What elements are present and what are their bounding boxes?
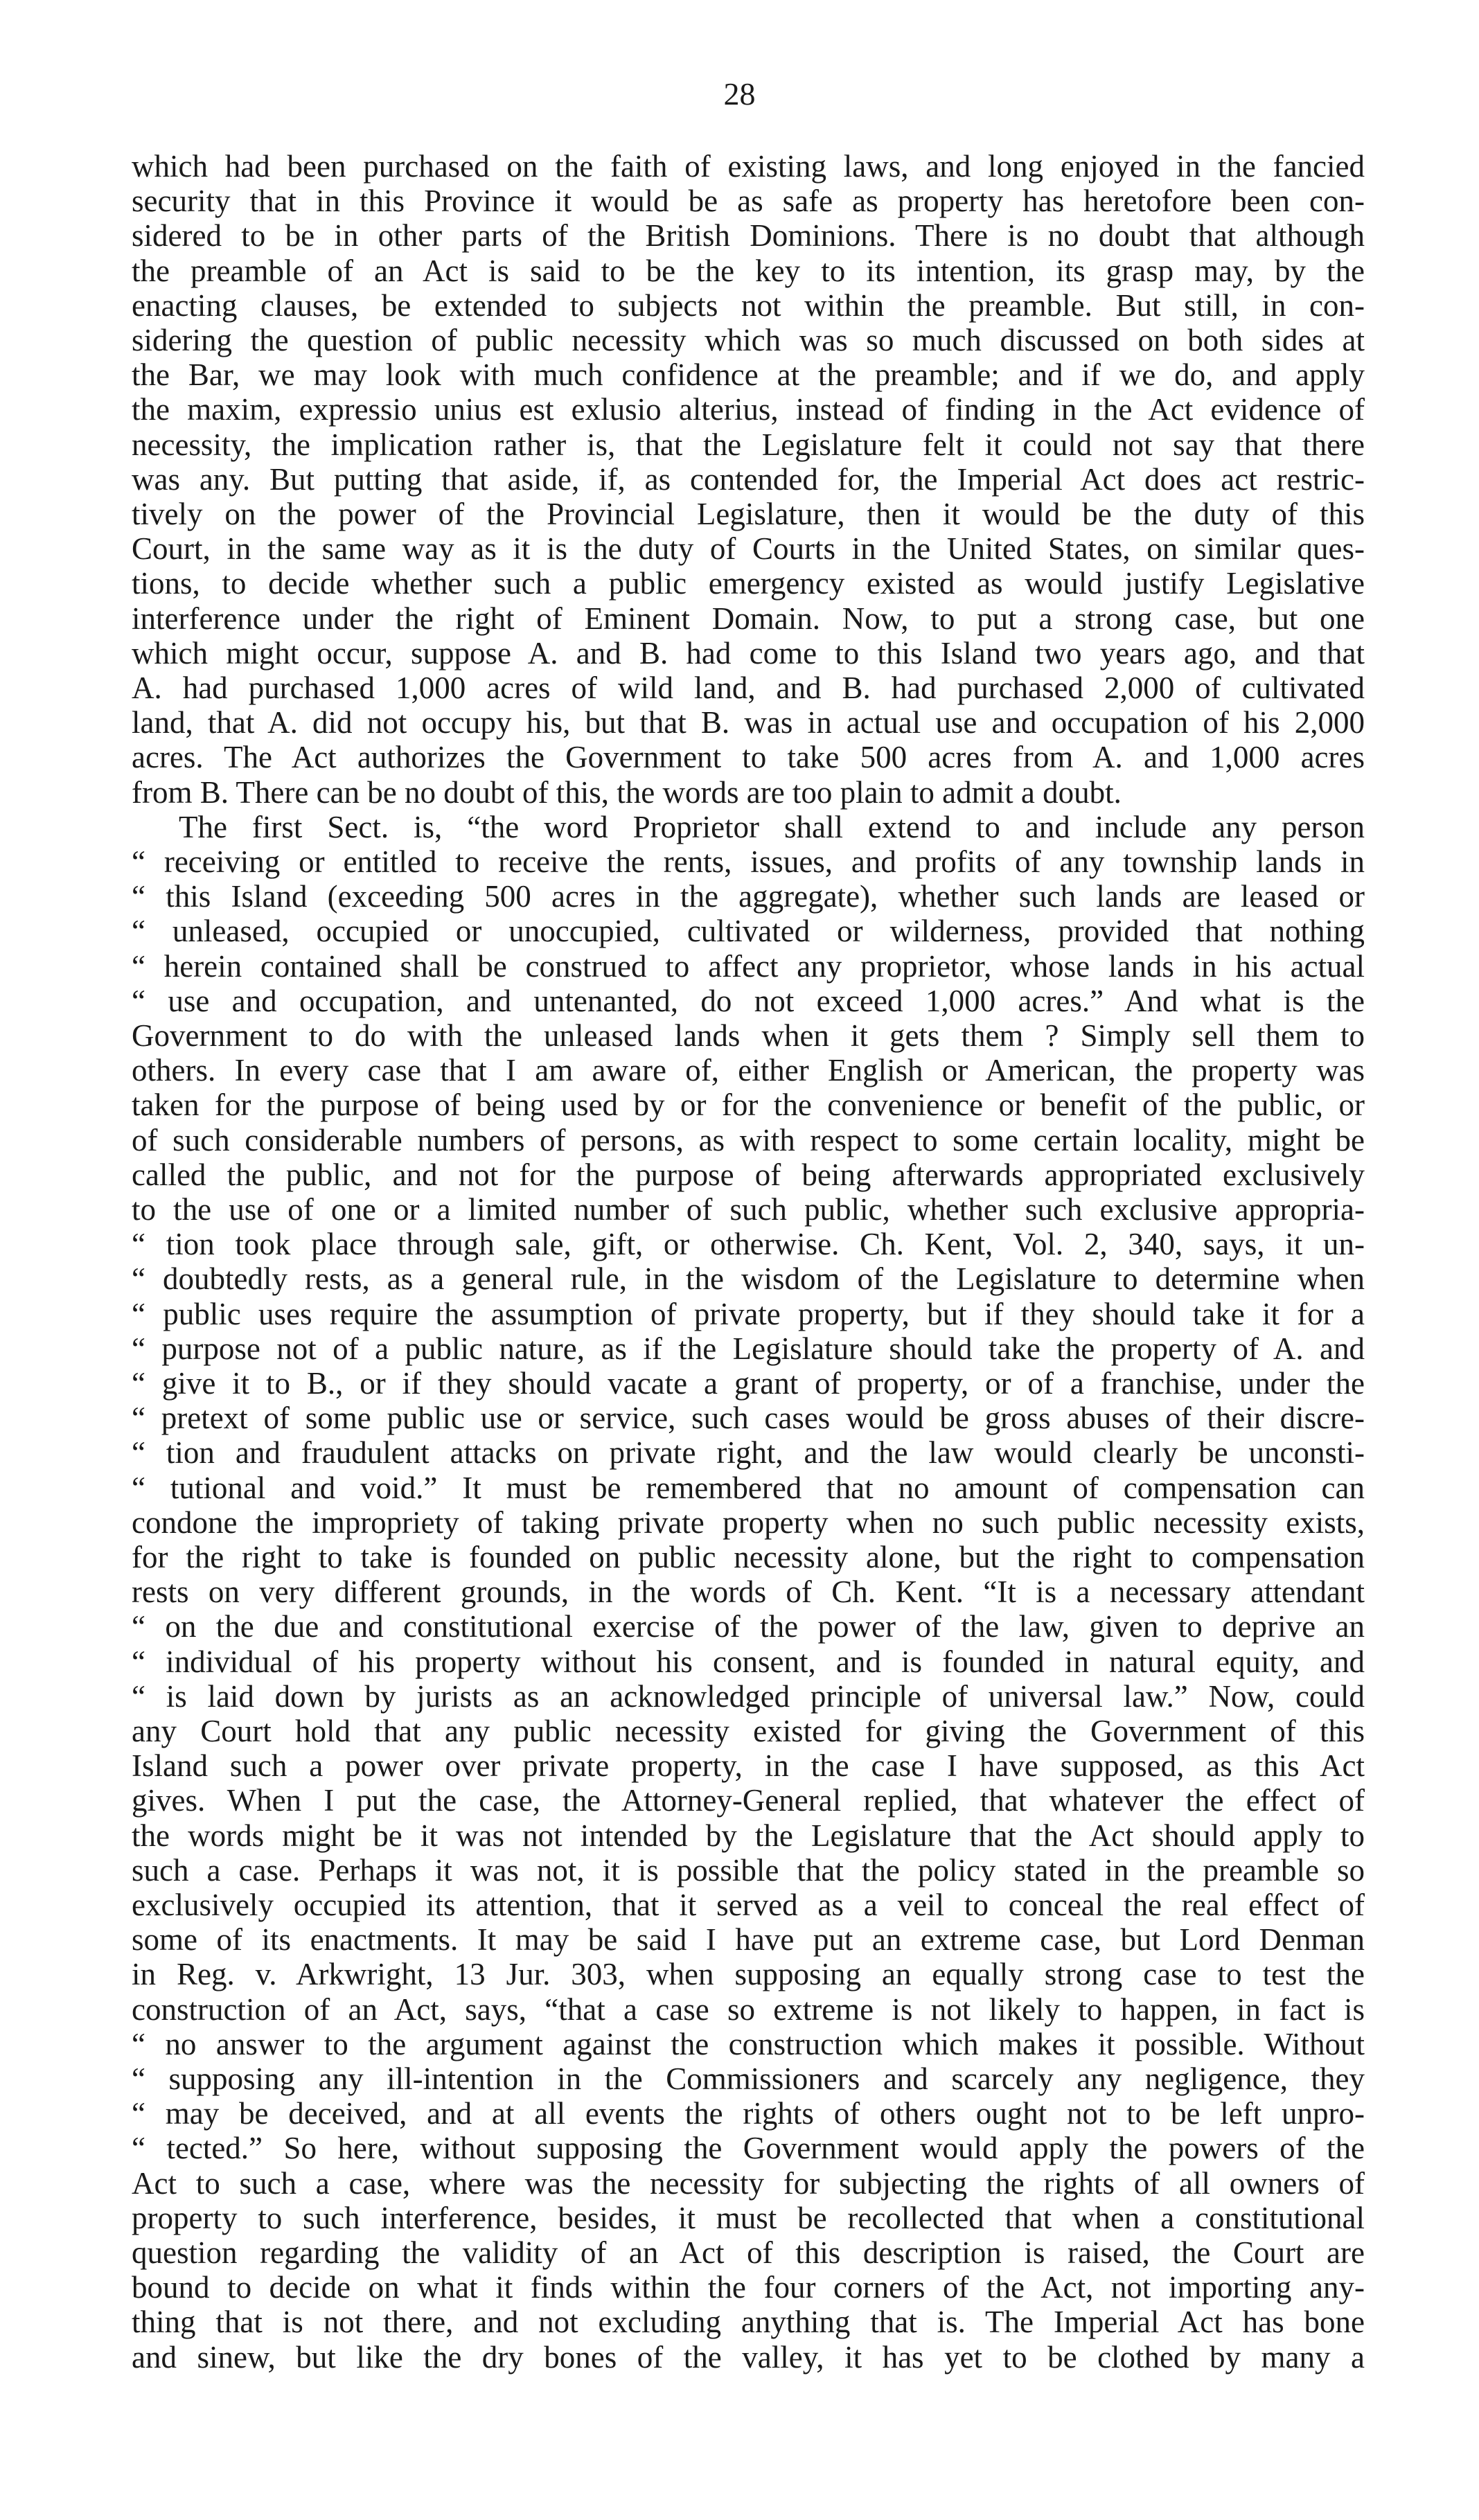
text-line: “ use and occupation, and untenanted, do not exceed 1,000 acres.” And what is the (132, 983, 1365, 1018)
text-line: tively on the power of the Provincial Legislature, then it would be the duty of this (132, 497, 1365, 531)
text-line: others. In every case that I am aware of, either English or American, the property was (132, 1053, 1365, 1088)
text-line: which had been purchased on the faith of existing laws, and long enjoyed in the fancied (132, 149, 1365, 184)
text-line: some of its enactments. It may be said I have put an extreme case, but Lord Denman (132, 1922, 1365, 1958)
text-line: exclusively occupied its attention, that it served as a veil to conceal the real effect of (132, 1888, 1365, 1922)
page-number: 28 (723, 76, 756, 112)
text-line: to the use of one or a limited number of such public, whether such exclusive appropria- (132, 1192, 1365, 1227)
text-line: condone the impropriety of taking private property when no such public necessity exists, (132, 1505, 1365, 1540)
text-line: sidering the question of public necessity which was so much discussed on both sides at (132, 323, 1365, 357)
text-line: security that in this Province it would be as safe as property has heretofore been con- (132, 184, 1365, 219)
text-line: tions, to decide whether such a public emergency existed as would justify Legislative (132, 566, 1365, 601)
text-line: land, that A. did not occupy his, but that B. was in actual use and occupation of his 2,000 (132, 705, 1365, 740)
text-line: construction of an Act, says, “that a case so extreme is not likely to happen, in fact is (132, 1991, 1365, 2027)
text-line: Act to such a case, where was the necessity for subjecting the rights of all owners of (132, 2165, 1365, 2201)
text-line: “ is laid down by jurists as an acknowledged principle of universal law.” Now, could (132, 1678, 1365, 1714)
text-line: thing that is not there, and not excluding anything that is. The Imperial Act has bone (132, 2305, 1365, 2340)
text-line: such a case. Perhaps it was not, it is possible that the policy stated in the preamble so (132, 1852, 1365, 1888)
text-line: Court, in the same way as it is the duty of Courts in the United States, on similar ques- (132, 531, 1365, 567)
text-line: question regarding the validity of an Act of this description is raised, the Court are (132, 2235, 1365, 2270)
text-line: called the public, and not for the purpose of being afterwards appropriated exclusively (132, 1157, 1365, 1192)
text-line: “ tion took place through sale, gift, or otherwise. Ch. Kent, Vol. 2, 340, says, it un- (132, 1227, 1365, 1262)
text-line: “ give it to B., or if they should vacate a grant of property, or of a franchise, under the (132, 1366, 1365, 1401)
text-line: “ tion and fraudulent attacks on private right, and the law would clearly be unconsti- (132, 1435, 1365, 1471)
text-line: in Reg. v. Arkwright, 13 Jur. 303, when supposing an equally strong case to test the (132, 1957, 1365, 1992)
text-line: property to such interference, besides, it must be recollected that when a constitutional (132, 2200, 1365, 2235)
text-line: the preamble of an Act is said to be the key to its intention, its grasp may, by the (132, 253, 1365, 288)
text-line: enacting clauses, be extended to subjects not within the preamble. But still, in con- (132, 287, 1365, 323)
text-line: “ supposing any ill-intention in the Commissioners and scarcely any negligence, they (132, 2061, 1365, 2096)
text-line: “ receiving or entitled to receive the rents, issues, and profits of any township lands in (132, 844, 1365, 879)
text-line: Government to do with the unleased lands when it gets them ? Simply sell them to (132, 1018, 1365, 1053)
text-line: which might occur, suppose A. and B. had come to this Island two years ago, and that (132, 635, 1365, 671)
text-line: “ tected.” So here, without supposing the Government would apply the powers of the (132, 2131, 1365, 2166)
text-line: the words might be it was not intended by the Legislature that the Act should apply to (132, 1818, 1365, 1853)
text-line: “ on the due and constitutional exercise of the power of the law, given to deprive an (132, 1609, 1365, 1644)
text-line: “ herein contained shall be construed to affect any proprietor, whose lands in his actual (132, 948, 1365, 984)
text-line: the Bar, we may look with much confidence at the preamble; and if we do, and apply (132, 357, 1365, 393)
text-line: “ no answer to the argument against the construction which makes it possible. Without (132, 2026, 1365, 2061)
text-line: acres. The Act authorizes the Government to take 500 acres from A. and 1,000 acres (132, 740, 1365, 775)
text-line: taken for the purpose of being used by or for the convenience or benefit of the public, or (132, 1088, 1365, 1123)
text-line: for the right to take is founded on public necessity alone, but the right to compensation (132, 1540, 1365, 1574)
text-line: “ this Island (exceeding 500 acres in the aggregate), whether such lands are leased or (132, 879, 1365, 914)
text-line: “ may be deceived, and at all events the rights of others ought not to be left unpro- (132, 2096, 1365, 2131)
text-line: “ doubtedly rests, as a general rule, in the wisdom of the Legislature to determine when (132, 1261, 1365, 1297)
text-line: any Court hold that any public necessity existed for giving the Government of this (132, 1714, 1365, 1748)
text-line: A. had purchased 1,000 acres of wild land, and B. had purchased 2,000 of cultivated (132, 671, 1365, 705)
text-line: sidered to be in other parts of the British Dominions. There is no doubt that although (132, 218, 1365, 254)
text-line: “ public uses require the assumption of private property, but if they should take it for a (132, 1296, 1365, 1331)
text-line: “ tutional and void.” It must be remembered that no amount of compensation can (132, 1470, 1365, 1505)
text-line: “ purpose not of a public nature, as if the Legislature should take the property of A. and (132, 1331, 1365, 1366)
text-line: rests on very different grounds, in the words of Ch. Kent. “It is a necessary attendant (132, 1574, 1365, 1610)
text-line: “ individual of his property without his consent, and is founded in natural equity, and (132, 1644, 1365, 1679)
text-line: from B. There can be no doubt of this, the words are too plain to admit a doubt. (132, 774, 1122, 810)
text-line: “ unleased, occupied or unoccupied, cultivated or wilderness, provided that nothing (132, 914, 1365, 949)
text-line: of such considerable numbers of persons, as with respect to some certain locality, might be (132, 1122, 1365, 1157)
text-line: Island such a power over private property, in the case I have supposed, as this Act (132, 1748, 1365, 1784)
text-line: gives. When I put the case, the Attorney-General replied, that whatever the effect of (132, 1783, 1365, 1818)
text-line: was any. But putting that aside, if, as contended for, the Imperial Act does act restric- (132, 461, 1365, 497)
text-line: the maxim, expressio unius est exlusio alterius, instead of finding in the Act evidence of (132, 392, 1365, 427)
text-line: bound to decide on what it finds within the four corners of the Act, not importing any- (132, 2270, 1365, 2305)
text-line: necessity, the implication rather is, that the Legislature felt it could not say that there (132, 427, 1365, 462)
text-line: and sinew, but like the dry bones of the valley, it has yet to be clothed by many a (132, 2339, 1365, 2375)
text-line: The first Sect. is, “the word Proprietor shall extend to and include any person (179, 809, 1365, 844)
text-line: “ pretext of some public use or service, such cases would be gross abuses of their discre- (132, 1401, 1365, 1436)
text-line: interference under the right of Eminent Domain. Now, to put a strong case, but one (132, 601, 1365, 636)
